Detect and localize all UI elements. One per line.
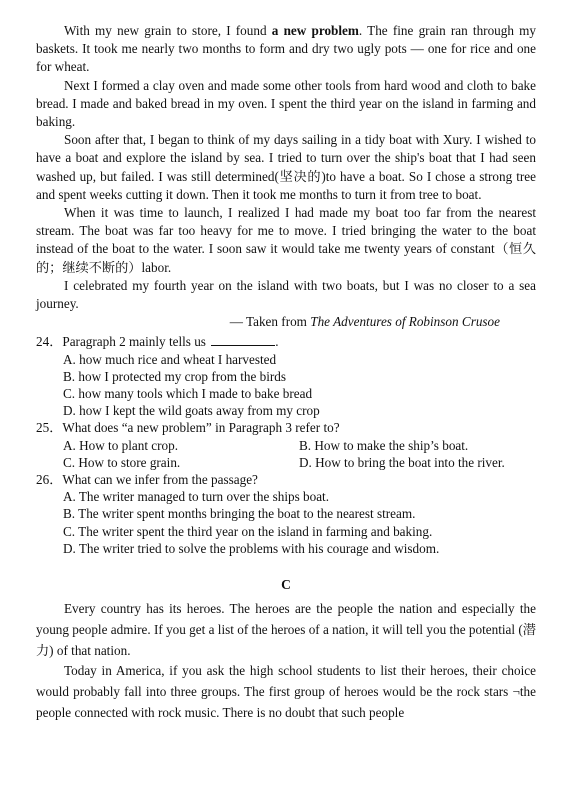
option-c: C. The writer spent the third year on the island in farming and baking. (63, 523, 433, 539)
paragraph-3: Soon after that, I began to think of my days sailing in a tidy boat with Xury. I wished to have a boat and explore the island by sea. I tried to turn over the ship's boat that I had seen washed up, but failed. I was still determined(坚决的)to have a boat. So I chose a strong tree and spent weeks cutting it down. Then it took me months to turn it from tree to boat. (36, 132, 536, 202)
options-row-2 (63, 454, 536, 471)
paragraph-4: When it was time to launch, I realized I had made my boat too far from the nearest stream. The boat was far too heavy for me to move. I tried bringing the water to the boat instead of the boat to the water. I soon saw it would take me twenty years of constant（恒久的；继续不断的）labor. (36, 205, 536, 275)
new-problem-phrase: a new problem (271, 23, 359, 38)
options-row-1 (63, 437, 536, 454)
option-b: B. The writer spent months bringing the boat to the nearest stream. (63, 506, 416, 522)
question-stem: 25．What does “a new problem” in Paragraph 3 refer to? (36, 420, 340, 436)
question-stem: 26．What can we infer from the passage? (36, 472, 258, 488)
option-d: D. The writer tried to solve the problems with his courage and wisdom. (63, 540, 440, 556)
option-a: A. how much rice and wheat I harvested (63, 351, 277, 367)
book-title: The Adventures of Robinson Crusoe (310, 314, 500, 330)
question-25 (36, 419, 536, 471)
question-26 (36, 471, 536, 557)
question-stem: 24．Paragraph 2 mainly tells us . (36, 334, 279, 350)
document-page (36, 22, 536, 724)
option-d: D. how I kept the wild goats away from my crop (63, 403, 320, 419)
source-credit: — Taken from The Adventures of Robinson Crusoe (229, 314, 500, 330)
section-c-paragraph-2: Today in America, if you ask the high school students to list their heroes, their choice would probably fall into three groups. The first group of heroes would be the rock stars ¬the people connected with rock music. There is no doubt that such people (36, 663, 536, 721)
option-a: A. How to plant crop. (63, 437, 179, 453)
paragraph-1: With my new grain to store, I found a new problem. The fine grain ran through my baskets. It took me nearly two months to form and dry two ugly pots — one for rice and one for wheat. (36, 23, 537, 75)
section-heading: C (281, 577, 291, 593)
option-c: C. How to store grain. (63, 454, 181, 470)
answer-blank (211, 334, 275, 346)
section-c-paragraph-1: Every country has its heroes. The heroes are the people the nation and especially the young people admire. If you get a list of the heroes of a nation, it will tell you the potential (潜力) of that nation. (36, 601, 536, 658)
paragraph-2: Next I formed a clay oven and made some other tools from hard wood and cloth to bake bread. I made and baked bread in my oven. I spent the third year on the island in farming and baking. (36, 77, 536, 130)
question-24 (36, 333, 536, 419)
option-a: A. The writer managed to turn over the ships boat. (63, 489, 330, 505)
paragraph-5: I celebrated my fourth year on the island with two boats, but I was no closer to a sea journey. (36, 277, 536, 312)
option-b: B. How to make the ship’s boat. (299, 437, 469, 453)
option-d: D. How to bring the boat into the river. (299, 454, 505, 470)
option-b: B. how I protected my crop from the birds (63, 368, 287, 384)
option-c: C. how many tools which I made to bake bread (63, 386, 313, 402)
